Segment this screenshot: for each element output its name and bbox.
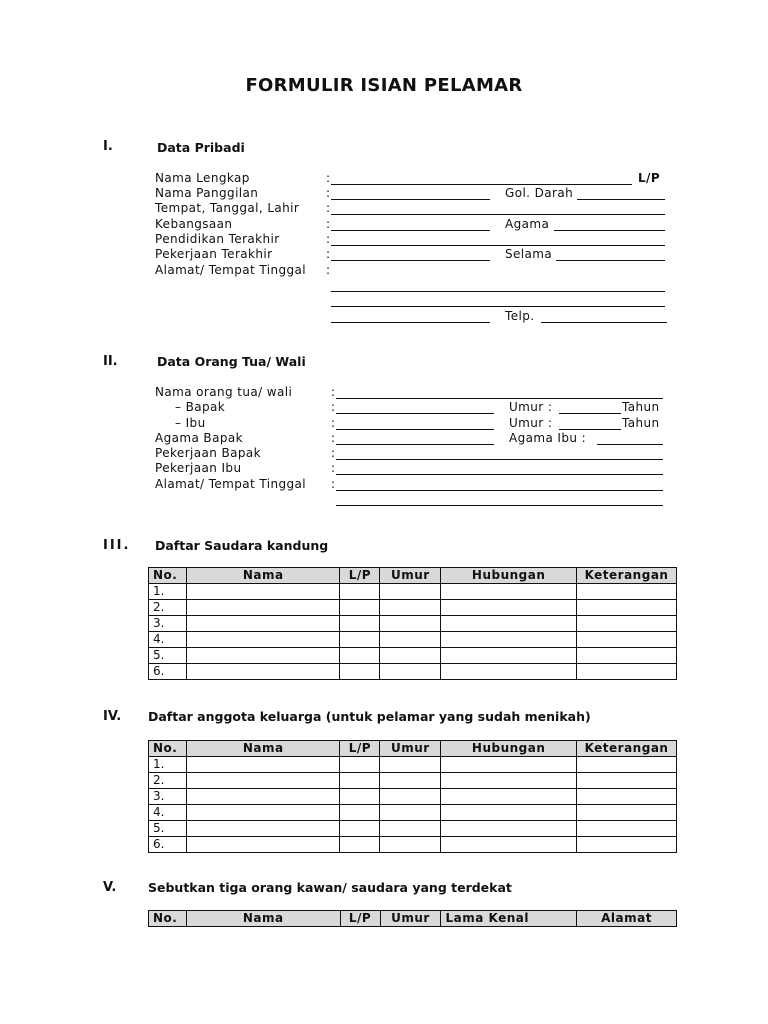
- section-3-number: III.: [103, 538, 131, 553]
- section-5-number: V.: [103, 880, 117, 895]
- row-number: 5.: [149, 648, 187, 664]
- cell-hubungan[interactable]: [441, 664, 577, 680]
- field-pekerjaan-ibu[interactable]: [336, 474, 663, 475]
- row-number: 2.: [149, 773, 187, 789]
- cell-umur[interactable]: [380, 632, 441, 648]
- label-nama-panggilan: Nama Panggilan: [155, 186, 259, 200]
- row-number: 4.: [149, 805, 187, 821]
- row-number: 6.: [149, 837, 187, 853]
- label-umur-bapak: Umur :: [509, 400, 553, 414]
- table-row: [149, 821, 677, 837]
- cell-umur[interactable]: [380, 821, 441, 837]
- field-ibu[interactable]: [336, 429, 494, 430]
- label-alamat: Alamat/ Tempat Tinggal: [155, 263, 306, 277]
- col-umur: Umur: [380, 568, 441, 584]
- cell-nama[interactable]: [186, 837, 339, 853]
- label-lp: L/P: [638, 171, 661, 185]
- label-tahun-ibu: Tahun: [622, 416, 660, 430]
- label-agama-ibu: Agama Ibu :: [509, 431, 587, 445]
- section-4-title: Daftar anggota keluarga (untuk pelamar yang sudah menikah): [148, 709, 591, 724]
- label-alamat-ortu: Alamat/ Tempat Tinggal: [155, 477, 306, 491]
- field-bapak[interactable]: [336, 413, 494, 414]
- cell-lp[interactable]: [340, 773, 380, 789]
- col-lp: L/P: [340, 741, 380, 757]
- field-nama-ortu[interactable]: [336, 398, 663, 399]
- label-gol-darah: Gol. Darah: [505, 186, 574, 200]
- table-row: [149, 648, 677, 664]
- cell-lp[interactable]: [340, 584, 380, 600]
- table-row: [149, 600, 677, 616]
- field-alamat-line-1[interactable]: [331, 291, 665, 292]
- label-pekerjaan: Pekerjaan Terakhir: [155, 247, 273, 261]
- family-members-table: [148, 740, 677, 853]
- section-5-title: Sebutkan tiga orang kawan/ saudara yang terdekat: [148, 880, 512, 895]
- friends-table: [148, 910, 677, 927]
- label-pekerjaan-ibu: Pekerjaan Ibu: [155, 461, 242, 475]
- cell-keterangan[interactable]: [577, 616, 677, 632]
- field-agama-bapak[interactable]: [336, 444, 494, 445]
- field-pekerjaan-bapak[interactable]: [336, 459, 663, 460]
- table-row: [149, 789, 677, 805]
- cell-nama[interactable]: [186, 616, 339, 632]
- label-pekerjaan-bapak: Pekerjaan Bapak: [155, 446, 261, 460]
- cell-umur[interactable]: [380, 648, 441, 664]
- label-selama: Selama: [505, 247, 553, 261]
- label-bapak: – Bapak: [175, 400, 226, 414]
- row-number: 6.: [149, 664, 187, 680]
- label-kebangsaan: Kebangsaan: [155, 217, 233, 231]
- label-ttl: Tempat, Tanggal, Lahir: [155, 201, 300, 215]
- colon: :: [331, 385, 336, 399]
- cell-hubungan[interactable]: [441, 648, 577, 664]
- cell-keterangan[interactable]: [577, 821, 677, 837]
- section-2-title: Data Orang Tua/ Wali: [157, 354, 306, 369]
- colon: :: [326, 201, 331, 215]
- section-2-number: II.: [103, 354, 118, 369]
- cell-keterangan[interactable]: [577, 584, 677, 600]
- cell-hubungan[interactable]: [441, 757, 577, 773]
- cell-nama[interactable]: [186, 773, 339, 789]
- cell-hubungan[interactable]: [441, 632, 577, 648]
- cell-lp[interactable]: [340, 632, 380, 648]
- cell-nama[interactable]: [186, 789, 339, 805]
- cell-nama[interactable]: [186, 821, 339, 837]
- field-ttl[interactable]: [331, 214, 665, 215]
- siblings-table: [148, 567, 677, 680]
- col-nama: Nama: [186, 741, 339, 757]
- colon: :: [331, 416, 336, 430]
- colon: :: [326, 232, 331, 246]
- cell-keterangan[interactable]: [577, 837, 677, 853]
- col-umur: Umur: [380, 741, 441, 757]
- colon: :: [326, 247, 331, 261]
- cell-hubungan[interactable]: [441, 821, 577, 837]
- colon: :: [331, 446, 336, 460]
- table-row: [149, 632, 677, 648]
- cell-nama[interactable]: [186, 632, 339, 648]
- field-umur-ibu[interactable]: [559, 429, 621, 430]
- cell-keterangan[interactable]: [577, 805, 677, 821]
- colon: :: [326, 217, 331, 231]
- col-lama-kenal: Lama Kenal: [441, 911, 577, 927]
- table-row: [149, 837, 677, 853]
- cell-umur[interactable]: [380, 789, 441, 805]
- cell-hubungan[interactable]: [441, 789, 577, 805]
- cell-lp[interactable]: [340, 837, 380, 853]
- col-alamat: Alamat: [577, 911, 677, 927]
- row-number: 3.: [149, 616, 187, 632]
- cell-umur[interactable]: [380, 664, 441, 680]
- row-number: 3.: [149, 789, 187, 805]
- label-nama-ortu: Nama orang tua/ wali: [155, 385, 293, 399]
- label-agama: Agama: [505, 217, 550, 231]
- colon: :: [326, 186, 331, 200]
- cell-hubungan[interactable]: [441, 584, 577, 600]
- section-4-number: IV.: [103, 709, 122, 724]
- cell-umur[interactable]: [380, 773, 441, 789]
- field-gol-darah[interactable]: [577, 199, 665, 200]
- cell-umur[interactable]: [380, 600, 441, 616]
- col-nama: Nama: [186, 568, 339, 584]
- cell-umur[interactable]: [380, 584, 441, 600]
- cell-nama[interactable]: [186, 600, 339, 616]
- label-nama-lengkap: Nama Lengkap: [155, 171, 250, 185]
- label-ibu: – Ibu: [175, 416, 206, 430]
- col-lp: L/P: [340, 568, 380, 584]
- cell-nama[interactable]: [186, 664, 339, 680]
- section-1-title: Data Pribadi: [157, 140, 245, 155]
- table-row: [149, 757, 677, 773]
- table-row: [149, 805, 677, 821]
- field-alamat-line-3[interactable]: [331, 322, 490, 323]
- table-header-row: [149, 911, 677, 927]
- label-agama-bapak: Agama Bapak: [155, 431, 243, 445]
- section-1-number: I.: [103, 139, 113, 154]
- col-umur: Umur: [380, 911, 441, 927]
- cell-umur[interactable]: [380, 837, 441, 853]
- col-nama: Nama: [186, 911, 340, 927]
- field-alamat-ortu-line-2[interactable]: [336, 505, 663, 506]
- cell-nama[interactable]: [186, 757, 339, 773]
- table-row: [149, 616, 677, 632]
- cell-hubungan[interactable]: [441, 837, 577, 853]
- field-pekerjaan[interactable]: [331, 260, 490, 261]
- colon: :: [331, 477, 336, 491]
- field-pendidikan[interactable]: [331, 245, 665, 246]
- col-lp: L/P: [340, 911, 380, 927]
- cell-umur[interactable]: [380, 757, 441, 773]
- cell-keterangan[interactable]: [577, 789, 677, 805]
- col-keterangan: Keterangan: [577, 568, 677, 584]
- cell-keterangan[interactable]: [577, 632, 677, 648]
- cell-lp[interactable]: [340, 616, 380, 632]
- field-agama-ibu[interactable]: [597, 444, 663, 445]
- table-row: [149, 773, 677, 789]
- cell-lp[interactable]: [340, 648, 380, 664]
- cell-hubungan[interactable]: [441, 616, 577, 632]
- cell-keterangan[interactable]: [577, 600, 677, 616]
- page-title: FORMULIR ISIAN PELAMAR: [245, 75, 523, 96]
- field-telp[interactable]: [541, 322, 667, 323]
- table-row: [149, 664, 677, 680]
- row-number: 1.: [149, 584, 187, 600]
- cell-hubungan[interactable]: [441, 600, 577, 616]
- col-no: No.: [149, 568, 187, 584]
- cell-hubungan[interactable]: [441, 773, 577, 789]
- field-kebangsaan[interactable]: [331, 230, 490, 231]
- cell-umur[interactable]: [380, 616, 441, 632]
- colon: :: [331, 431, 336, 445]
- row-number: 1.: [149, 757, 187, 773]
- cell-keterangan[interactable]: [577, 648, 677, 664]
- field-nama-lengkap[interactable]: [331, 184, 632, 185]
- col-hubungan: Hubungan: [441, 568, 577, 584]
- cell-lp[interactable]: [340, 805, 380, 821]
- row-number: 4.: [149, 632, 187, 648]
- label-telp: Telp.: [505, 309, 535, 323]
- field-selama[interactable]: [556, 260, 665, 261]
- cell-lp[interactable]: [340, 664, 380, 680]
- field-umur-bapak[interactable]: [559, 413, 621, 414]
- cell-keterangan[interactable]: [577, 664, 677, 680]
- cell-nama[interactable]: [186, 648, 339, 664]
- table-row: [149, 584, 677, 600]
- cell-lp[interactable]: [340, 600, 380, 616]
- col-keterangan: Keterangan: [577, 741, 677, 757]
- label-pendidikan: Pendidikan Terakhir: [155, 232, 280, 246]
- col-no: No.: [149, 741, 187, 757]
- col-no: No.: [149, 911, 187, 927]
- cell-keterangan[interactable]: [577, 757, 677, 773]
- cell-nama[interactable]: [186, 584, 339, 600]
- cell-lp[interactable]: [340, 789, 380, 805]
- colon: :: [331, 400, 336, 414]
- cell-lp[interactable]: [340, 757, 380, 773]
- cell-lp[interactable]: [340, 821, 380, 837]
- row-number: 2.: [149, 600, 187, 616]
- label-tahun-bapak: Tahun: [622, 400, 660, 414]
- label-umur-ibu: Umur :: [509, 416, 553, 430]
- cell-hubungan[interactable]: [441, 805, 577, 821]
- table-header-row: [149, 568, 677, 584]
- field-agama[interactable]: [554, 230, 665, 231]
- colon: :: [326, 171, 331, 185]
- colon: :: [326, 263, 331, 277]
- field-alamat-line-2[interactable]: [331, 306, 665, 307]
- row-number: 5.: [149, 821, 187, 837]
- table-header-row: [149, 741, 677, 757]
- field-alamat-ortu-line-1[interactable]: [336, 490, 663, 491]
- colon: :: [331, 461, 336, 475]
- cell-nama[interactable]: [186, 805, 339, 821]
- cell-keterangan[interactable]: [577, 773, 677, 789]
- cell-umur[interactable]: [380, 805, 441, 821]
- col-hubungan: Hubungan: [441, 741, 577, 757]
- field-nama-panggilan[interactable]: [331, 199, 490, 200]
- section-3-title: Daftar Saudara kandung: [155, 538, 329, 553]
